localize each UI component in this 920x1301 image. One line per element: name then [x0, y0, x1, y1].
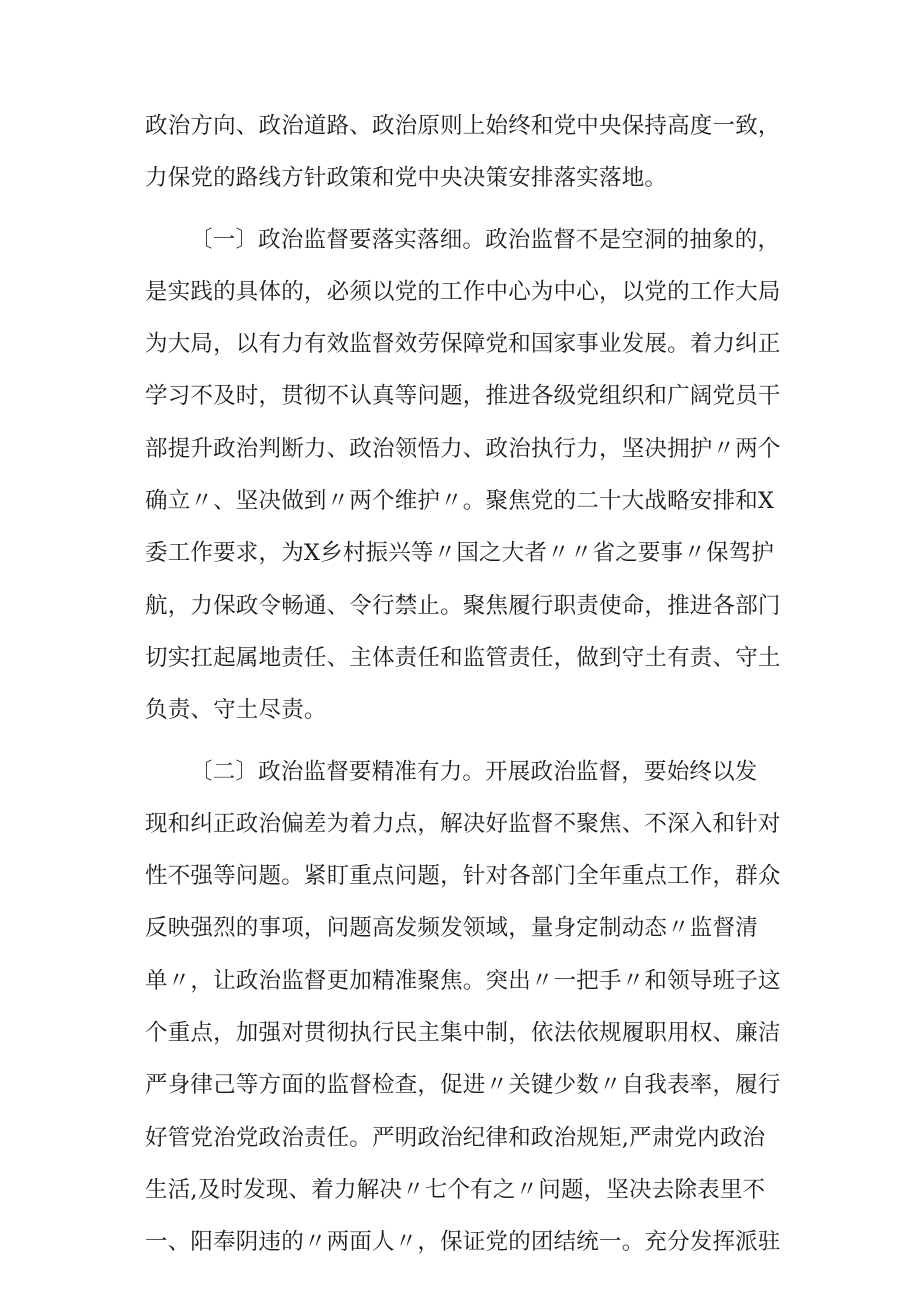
text-line: 确立〃、坚决做到〃两个维护〃。聚焦党的二十大战略安排和X — [145, 488, 775, 515]
paragraph-start-line: 〔二〕政治监督要精准有力。开展政治监督，要始终以发 — [190, 758, 758, 785]
text-line: 个重点，加强对贯彻执行民主集中制，依法依规履职用权、廉洁 — [145, 1020, 781, 1047]
text-line: 单〃，让政治监督更加精准聚焦。突出〃一把手〃和领导班子这 — [145, 967, 781, 994]
paragraph-start-line: 〔一〕政治监督要落实落细。政治监督不是空洞的抽象的， — [190, 226, 781, 253]
body-text — [145, 100, 805, 1269]
text-line: 现和纠正政治偏差为着力点，解决好监督不聚焦、不深入和针对 — [145, 810, 781, 837]
text-line: 切实扛起属地责任、主体责任和监管责任，做到守土有责、守土 — [145, 644, 781, 671]
text-line: 生活,及时发现、着力解决〃七个有之〃问题，坚决去除表里不 — [145, 1176, 766, 1203]
text-line: 力保党的路线方针政策和党中央决策安排落实落地。 — [145, 165, 668, 192]
text-line: 性不强等问题。紧盯重点问题，针对各部门全年重点工作，群众 — [145, 863, 781, 890]
text-line: 好管党治党政治责任。严明政治纪律和政治规矩,严肃党内政治 — [145, 1124, 766, 1151]
paragraph-gap — [145, 205, 805, 214]
paragraph-gap — [145, 737, 805, 746]
text-line: 严身律己等方面的监督检查，促进〃关键少数〃自我表率，履行 — [145, 1072, 781, 1099]
text-line: 政治方向、政治道路、政治原则上始终和党中央保持高度一致， — [145, 113, 781, 139]
text-line: 是实践的具体的，必须以党的工作中心为中心，以党的工作大局 — [145, 278, 781, 305]
text-line: 为大局，以有力有效监督效劳保障党和国家事业发展。着力纠正 — [145, 331, 781, 358]
text-line: 航，力保政令畅通、令行禁止。聚焦履行职责使命，推进各部门 — [145, 592, 781, 619]
text-line: 委工作要求，为X乡村振兴等〃国之大者〃〃省之要事〃保驾护 — [145, 540, 775, 567]
text-line: 学习不及时，贯彻不认真等问题，推进各级党组织和广阔党员干 — [145, 383, 781, 410]
text-line: 部提升政治判断力、政治领悟力、政治执行力，坚决拥护〃两个 — [145, 435, 781, 462]
text-line: 反映强烈的事项，问题高发频发领域，量身定制动态〃监督清 — [145, 915, 758, 942]
text-line: 一、阳奉阴违的〃两面人〃，保证党的团结统一。充分发挥派驻 — [145, 1229, 781, 1256]
text-line: 负责、守土尽责。 — [145, 697, 327, 724]
